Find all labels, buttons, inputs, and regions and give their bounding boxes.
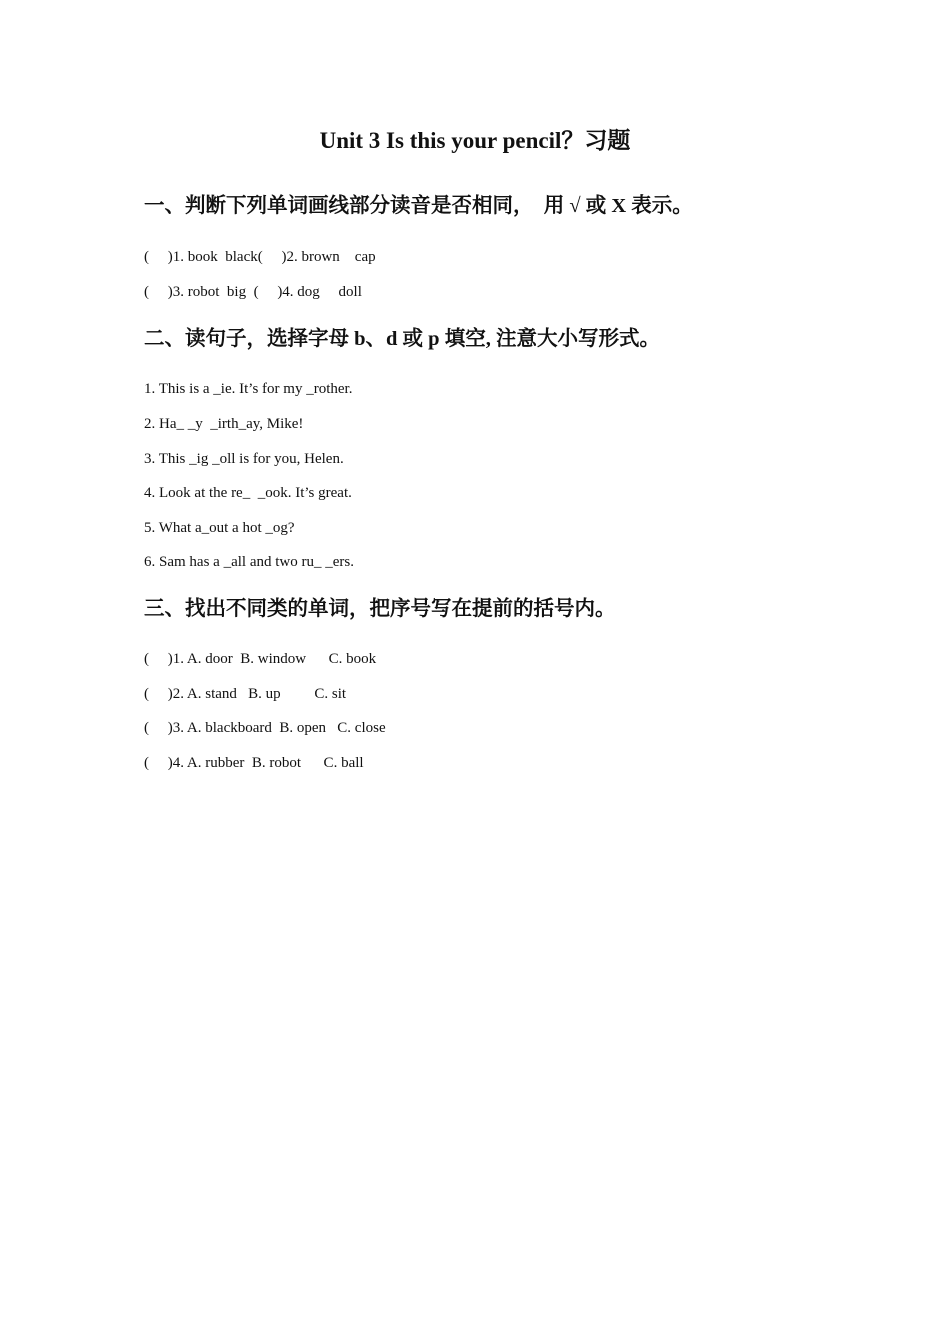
section-2-item-3: 3. This _ig _oll is for you, Helen. <box>144 451 344 467</box>
section-2-item-1: 1. This is a _ie. It’s for my _rother. <box>144 381 353 397</box>
section-3-heading: 三、找出不同类的单词，把序号写在提前的括号内。 <box>144 598 616 620</box>
section-3-item-3: ( )3. A. blackboard B. open C. close <box>144 720 386 736</box>
worksheet-title: Unit 3 Is this your pencil？习题 <box>319 128 631 153</box>
section-3-item-2: ( )2. A. stand B. up C. sit <box>144 686 347 702</box>
section-2-item-4: 4. Look at the re_ _ook. It’s great. <box>144 485 352 501</box>
section-3-item-4: ( )4. A. rubber B. robot C. ball <box>144 755 364 771</box>
section-1-item-1: ( )1. book black( )2. brown cap <box>144 249 376 265</box>
section-2-item-2: 2. Ha_ _y _irth_ay, Mike! <box>144 416 304 432</box>
section-2-heading: 二、读句子，选择字母 b、d 或 p 填空, 注意大小写形式。 <box>144 328 660 350</box>
section-1-item-2: ( )3. robot big ( )4. dog doll <box>144 284 362 300</box>
section-2-item-5: 5. What a_out a hot _og? <box>144 520 295 536</box>
section-2-item-6: 6. Sam has a _all and two ru_ _ers. <box>144 554 354 570</box>
section-1-heading: 一、判断下列单词画线部分读音是否相同， 用 √ 或 X 表示。 <box>144 195 693 217</box>
section-3-item-1: ( )1. A. door B. window C. book <box>144 651 377 667</box>
